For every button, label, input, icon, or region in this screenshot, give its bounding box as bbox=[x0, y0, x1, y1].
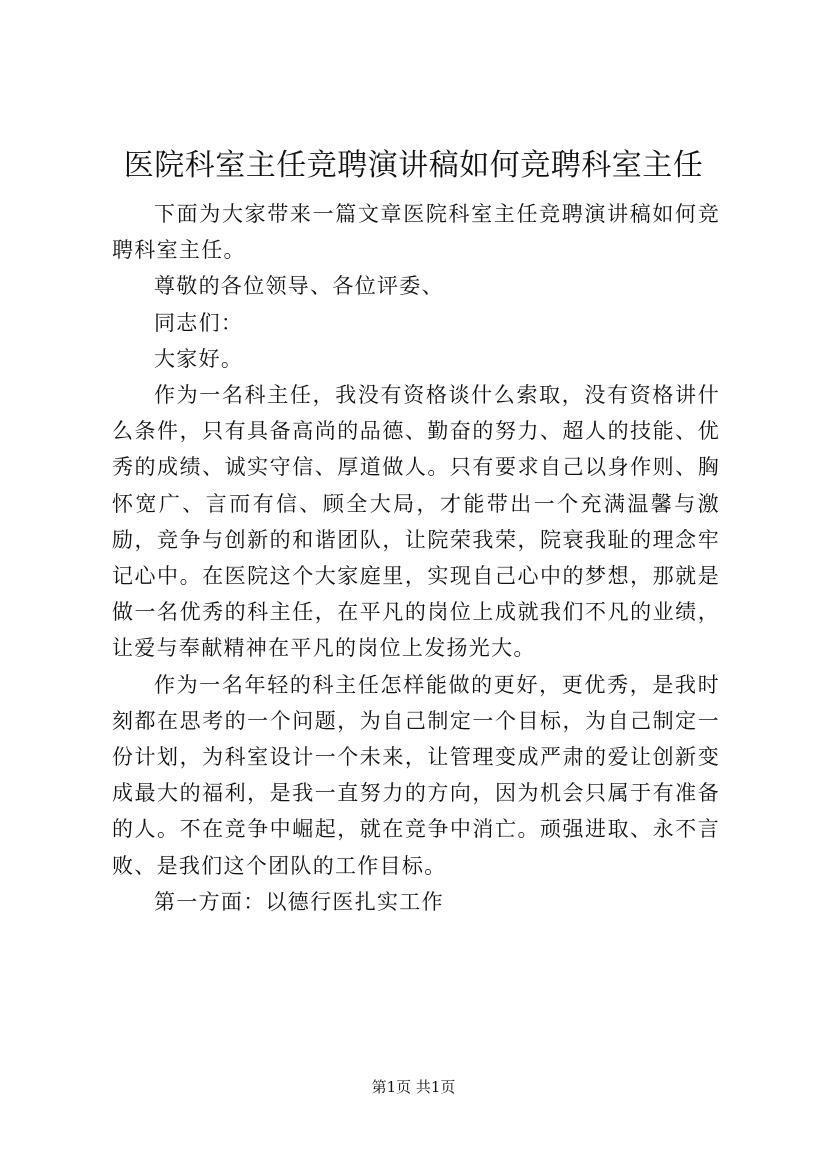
document-body bbox=[112, 196, 720, 920]
paragraph-greeting: 大家好。 bbox=[154, 346, 244, 371]
paragraph-body-1: 作为一名科主任，我没有资格谈什么索取，没有资格讲什么条件，只有具备高尚的品德、勤奋的努力、超人的技能、优秀的成绩、诚实守信、厚道做人。只有要求自己以身作则、胸怀宽广、言而有信、顾全大局，才能带出一个充满温馨与激励，竞争与创新的和谐团队，让院荣我荣，院衰我耻的理念牢记心中。在医院这个大家庭里，实现自己心中的梦想，那就是做一名优秀的科主任，在平凡的岗位上成就我们不凡的业绩，让爱与奉献精神在平凡的岗位上发扬光大。 bbox=[112, 383, 720, 661]
paragraph-intro: 下面为大家带来一篇文章医院科室主任竞聘演讲稿如何竞聘科室主任。 bbox=[112, 202, 720, 263]
paragraph-comrades: 同志们： bbox=[154, 310, 244, 335]
page-footer: 第1页 共1页 bbox=[371, 1078, 456, 1096]
paragraph-body-2: 作为一名年轻的科主任怎样能做的更好，更优秀，是我时刻都在思考的一个问题，为自己制定一个目标，为自己制定一份计划，为科室设计一个未来，让管理变成严肃的爱让创新变成最大的福利，是我一直努力的方向，因为机会只属于有准备的人。不在竞争中崛起，就在竞争中消亡。顽强进取、永不言败、是我们这个团队的工作目标。 bbox=[112, 672, 720, 878]
paragraph-section-heading: 第一方面：以德行医扎实工作 bbox=[154, 889, 444, 914]
paragraph-salutation: 尊敬的各位领导、各位评委、 bbox=[154, 274, 444, 299]
document-title: 医院科室主任竞聘演讲稿如何竞聘科室主任 bbox=[123, 148, 704, 183]
